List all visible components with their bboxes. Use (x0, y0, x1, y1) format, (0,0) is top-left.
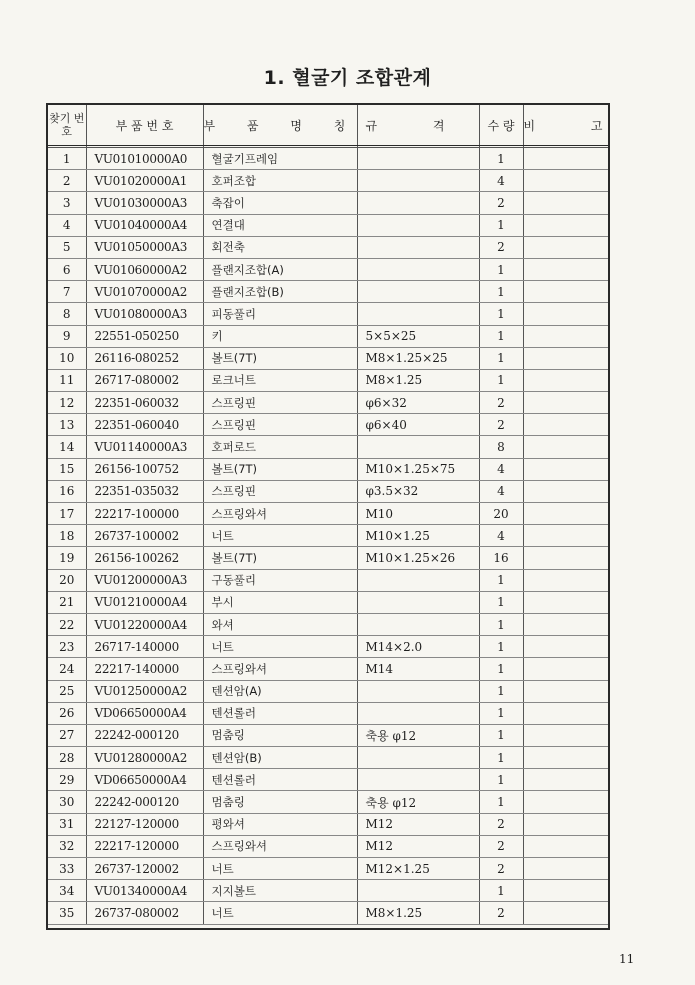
row-note (523, 392, 608, 414)
row-name: 너트 (203, 525, 357, 547)
table-row (48, 214, 608, 236)
row-note (523, 813, 608, 835)
row-name: 축잡이 (203, 192, 357, 214)
row-qty: 2 (479, 392, 523, 414)
row-part-no: VU01040000A4 (86, 214, 203, 236)
row-part-no: VU01070000A2 (86, 281, 203, 303)
row-qty: 1 (479, 214, 523, 236)
row-name: 혈굴기프레임 (203, 148, 357, 170)
row-no: 25 (48, 680, 86, 702)
header-no: 찾기 번호 (48, 105, 86, 146)
row-name: 볼트(7T) (203, 547, 357, 569)
row-part-no: VD06650000A4 (86, 702, 203, 724)
row-no: 21 (48, 591, 86, 613)
row-part-no: 22351-060032 (86, 392, 203, 414)
row-qty: 1 (479, 303, 523, 325)
row-note (523, 747, 608, 769)
table-row (48, 835, 608, 857)
row-part-no: VU01030000A3 (86, 192, 203, 214)
table-row (48, 569, 608, 591)
table-header-row (48, 105, 608, 146)
row-qty: 1 (479, 258, 523, 280)
row-qty: 2 (479, 813, 523, 835)
table-row (48, 192, 608, 214)
parts-table (46, 103, 629, 930)
row-name: 텐션암(B) (203, 747, 357, 769)
row-spec: M12 (357, 813, 479, 835)
row-qty: 2 (479, 835, 523, 857)
table-row (48, 880, 608, 902)
row-note (523, 236, 608, 258)
row-name: 너트 (203, 902, 357, 924)
row-name: 멈춤링 (203, 724, 357, 746)
row-spec: M10×1.25×26 (357, 547, 479, 569)
page-title: 1. 혈굴기 조합관계 (263, 67, 432, 89)
row-spec: M14×2.0 (357, 636, 479, 658)
row-part-no: 26737-100002 (86, 525, 203, 547)
row-qty: 1 (479, 613, 523, 635)
row-note (523, 214, 608, 236)
row-name: 볼트(7T) (203, 347, 357, 369)
row-spec: M8×1.25 (357, 902, 479, 924)
row-note (523, 591, 608, 613)
row-note (523, 436, 608, 458)
row-no: 2 (48, 170, 86, 192)
table-row (48, 236, 608, 258)
row-name: 호퍼로드 (203, 436, 357, 458)
row-no: 23 (48, 636, 86, 658)
table-row (48, 148, 608, 170)
row-note (523, 636, 608, 658)
row-spec (357, 769, 479, 791)
row-part-no: 22242-000120 (86, 724, 203, 746)
table-row (48, 436, 608, 458)
row-note (523, 281, 608, 303)
row-no: 3 (48, 192, 86, 214)
row-part-no: VU01340000A4 (86, 880, 203, 902)
row-spec: φ3.5×32 (357, 480, 479, 502)
row-note (523, 170, 608, 192)
row-part-no: 26717-140000 (86, 636, 203, 658)
row-note (523, 835, 608, 857)
row-spec (357, 258, 479, 280)
row-no: 30 (48, 791, 86, 813)
row-part-no: 26737-080002 (86, 902, 203, 924)
table-row (48, 303, 608, 325)
table-row (48, 813, 608, 835)
table-row (48, 591, 608, 613)
row-qty: 1 (479, 769, 523, 791)
table-row (48, 791, 608, 813)
row-qty: 1 (479, 148, 523, 170)
row-note (523, 325, 608, 347)
table-row (48, 613, 608, 635)
table-row (48, 325, 608, 347)
row-note (523, 858, 608, 880)
row-no: 32 (48, 835, 86, 857)
row-spec: φ6×40 (357, 414, 479, 436)
row-part-no: 22242-000120 (86, 791, 203, 813)
row-no: 1 (48, 148, 86, 170)
table-row (48, 902, 608, 924)
row-spec (357, 702, 479, 724)
row-part-no: 22217-120000 (86, 835, 203, 857)
row-part-no: VU01060000A2 (86, 258, 203, 280)
row-qty: 4 (479, 170, 523, 192)
row-name: 와셔 (203, 613, 357, 635)
row-part-no: VU01280000A2 (86, 747, 203, 769)
row-part-no: 26156-100262 (86, 547, 203, 569)
page-number: 11 (619, 952, 635, 966)
row-part-no: 22551-050250 (86, 325, 203, 347)
row-no: 24 (48, 658, 86, 680)
row-name: 지지볼트 (203, 880, 357, 902)
row-note (523, 192, 608, 214)
row-name: 스프링핀 (203, 414, 357, 436)
row-qty: 4 (479, 458, 523, 480)
row-no: 31 (48, 813, 86, 835)
row-qty: 2 (479, 902, 523, 924)
row-qty: 1 (479, 747, 523, 769)
row-note (523, 613, 608, 635)
row-no: 4 (48, 214, 86, 236)
row-qty: 1 (479, 281, 523, 303)
row-qty: 1 (479, 791, 523, 813)
row-spec: 축용 φ12 (357, 724, 479, 746)
row-qty: 4 (479, 480, 523, 502)
row-no: 6 (48, 258, 86, 280)
row-note (523, 658, 608, 680)
header-part-no: 부 품 번 호 (86, 105, 203, 146)
row-no: 14 (48, 436, 86, 458)
row-name: 호퍼조합 (203, 170, 357, 192)
row-note (523, 702, 608, 724)
row-spec: M8×1.25 (357, 369, 479, 391)
row-note (523, 458, 608, 480)
table-row (48, 658, 608, 680)
row-part-no: 26156-100752 (86, 458, 203, 480)
row-part-no: VU01020000A1 (86, 170, 203, 192)
header-qty: 수 량 (479, 105, 523, 146)
row-spec: M12 (357, 835, 479, 857)
row-qty: 2 (479, 858, 523, 880)
row-name: 텐션롤러 (203, 702, 357, 724)
header-name: 부 품 명 칭 (203, 105, 357, 146)
row-qty: 1 (479, 325, 523, 347)
row-name: 너트 (203, 858, 357, 880)
row-part-no: VU01250000A2 (86, 680, 203, 702)
row-no: 5 (48, 236, 86, 258)
row-name: 멈춤링 (203, 791, 357, 813)
row-spec: M12×1.25 (357, 858, 479, 880)
table-row (48, 392, 608, 414)
row-part-no: 22217-140000 (86, 658, 203, 680)
row-no: 27 (48, 724, 86, 746)
row-name: 스프링와셔 (203, 835, 357, 857)
row-spec: M10×1.25×75 (357, 458, 479, 480)
row-no: 35 (48, 902, 86, 924)
row-note (523, 547, 608, 569)
row-note (523, 369, 608, 391)
row-note (523, 148, 608, 170)
row-name: 너트 (203, 636, 357, 658)
table-row (48, 458, 608, 480)
row-qty: 1 (479, 591, 523, 613)
row-part-no: 22217-100000 (86, 503, 203, 525)
header-spec: 규 격 (357, 105, 479, 146)
row-no: 7 (48, 281, 86, 303)
row-spec (357, 880, 479, 902)
row-spec: M8×1.25×25 (357, 347, 479, 369)
row-name: 피동풀리 (203, 303, 357, 325)
row-note (523, 347, 608, 369)
row-spec: φ6×32 (357, 392, 479, 414)
row-spec (357, 192, 479, 214)
row-name: 구동풀리 (203, 569, 357, 591)
row-spec (357, 281, 479, 303)
table-row (48, 480, 608, 502)
row-part-no: VU01010000A0 (86, 148, 203, 170)
row-no: 11 (48, 369, 86, 391)
row-no: 29 (48, 769, 86, 791)
row-name: 스프링와셔 (203, 658, 357, 680)
row-qty: 2 (479, 414, 523, 436)
row-spec: 축용 φ12 (357, 791, 479, 813)
table-row (48, 414, 608, 436)
row-part-no: VU01080000A3 (86, 303, 203, 325)
row-name: 볼트(7T) (203, 458, 357, 480)
table-row (48, 369, 608, 391)
table-row (48, 702, 608, 724)
table-row (48, 281, 608, 303)
row-note (523, 414, 608, 436)
row-name: 텐션암(A) (203, 680, 357, 702)
row-qty: 1 (479, 569, 523, 591)
row-part-no: VD06650000A4 (86, 769, 203, 791)
row-no: 34 (48, 880, 86, 902)
table-row (48, 170, 608, 192)
row-note (523, 769, 608, 791)
row-spec: M14 (357, 658, 479, 680)
row-name: 연결대 (203, 214, 357, 236)
row-spec (357, 303, 479, 325)
row-no: 16 (48, 480, 86, 502)
row-note (523, 569, 608, 591)
row-name: 스프링핀 (203, 480, 357, 502)
row-qty: 20 (479, 503, 523, 525)
row-no: 19 (48, 547, 86, 569)
row-note (523, 902, 608, 924)
row-part-no: VU01200000A3 (86, 569, 203, 591)
row-name: 플랜지조합(A) (203, 258, 357, 280)
row-note (523, 791, 608, 813)
table-row (48, 858, 608, 880)
row-note (523, 525, 608, 547)
row-name: 플랜지조합(B) (203, 281, 357, 303)
row-part-no: 26737-120002 (86, 858, 203, 880)
row-part-no: 22351-060040 (86, 414, 203, 436)
row-qty: 8 (479, 436, 523, 458)
row-no: 9 (48, 325, 86, 347)
row-qty: 1 (479, 347, 523, 369)
table-row (48, 525, 608, 547)
row-no: 28 (48, 747, 86, 769)
row-qty: 16 (479, 547, 523, 569)
row-name: 회전축 (203, 236, 357, 258)
row-spec (357, 613, 479, 635)
row-no: 10 (48, 347, 86, 369)
row-part-no: 22351-035032 (86, 480, 203, 502)
row-note (523, 724, 608, 746)
row-spec (357, 680, 479, 702)
row-qty: 1 (479, 636, 523, 658)
row-spec (357, 148, 479, 170)
row-part-no: 26717-080002 (86, 369, 203, 391)
row-part-no: VU01050000A3 (86, 236, 203, 258)
row-qty: 1 (479, 369, 523, 391)
row-note (523, 680, 608, 702)
row-name: 부시 (203, 591, 357, 613)
row-part-no: VU01210000A4 (86, 591, 203, 613)
row-spec (357, 591, 479, 613)
row-qty: 1 (479, 680, 523, 702)
row-qty: 2 (479, 236, 523, 258)
row-qty: 1 (479, 880, 523, 902)
row-spec: M10 (357, 503, 479, 525)
row-no: 17 (48, 503, 86, 525)
row-spec: M10×1.25 (357, 525, 479, 547)
row-name: 스프링와셔 (203, 503, 357, 525)
row-note (523, 258, 608, 280)
row-name: 스프링핀 (203, 392, 357, 414)
row-name: 키 (203, 325, 357, 347)
row-note (523, 303, 608, 325)
row-qty: 1 (479, 724, 523, 746)
row-spec (357, 170, 479, 192)
table-row (48, 347, 608, 369)
row-spec: 5×5×25 (357, 325, 479, 347)
row-no: 33 (48, 858, 86, 880)
table-row (48, 769, 608, 791)
row-note (523, 480, 608, 502)
row-spec (357, 747, 479, 769)
row-qty: 4 (479, 525, 523, 547)
row-no: 18 (48, 525, 86, 547)
row-no: 13 (48, 414, 86, 436)
table-row (48, 680, 608, 702)
row-no: 12 (48, 392, 86, 414)
row-no: 20 (48, 569, 86, 591)
row-spec (357, 236, 479, 258)
table-row (48, 258, 608, 280)
row-no: 8 (48, 303, 86, 325)
row-part-no: VU01220000A4 (86, 613, 203, 635)
row-no: 26 (48, 702, 86, 724)
table-row (48, 636, 608, 658)
row-spec (357, 214, 479, 236)
table-row (48, 547, 608, 569)
row-name: 평와셔 (203, 813, 357, 835)
row-spec (357, 436, 479, 458)
row-no: 15 (48, 458, 86, 480)
table-row (48, 747, 608, 769)
row-name: 텐션롤러 (203, 769, 357, 791)
table-row (48, 503, 608, 525)
row-qty: 1 (479, 658, 523, 680)
row-spec (357, 569, 479, 591)
header-note: 비 고 (523, 105, 608, 146)
table-row (48, 724, 608, 746)
row-note (523, 503, 608, 525)
row-qty: 1 (479, 702, 523, 724)
row-part-no: 26116-080252 (86, 347, 203, 369)
row-no: 22 (48, 613, 86, 635)
row-qty: 2 (479, 192, 523, 214)
row-name: 로크너트 (203, 369, 357, 391)
row-part-no: 22127-120000 (86, 813, 203, 835)
row-part-no: VU01140000A3 (86, 436, 203, 458)
row-note (523, 880, 608, 902)
